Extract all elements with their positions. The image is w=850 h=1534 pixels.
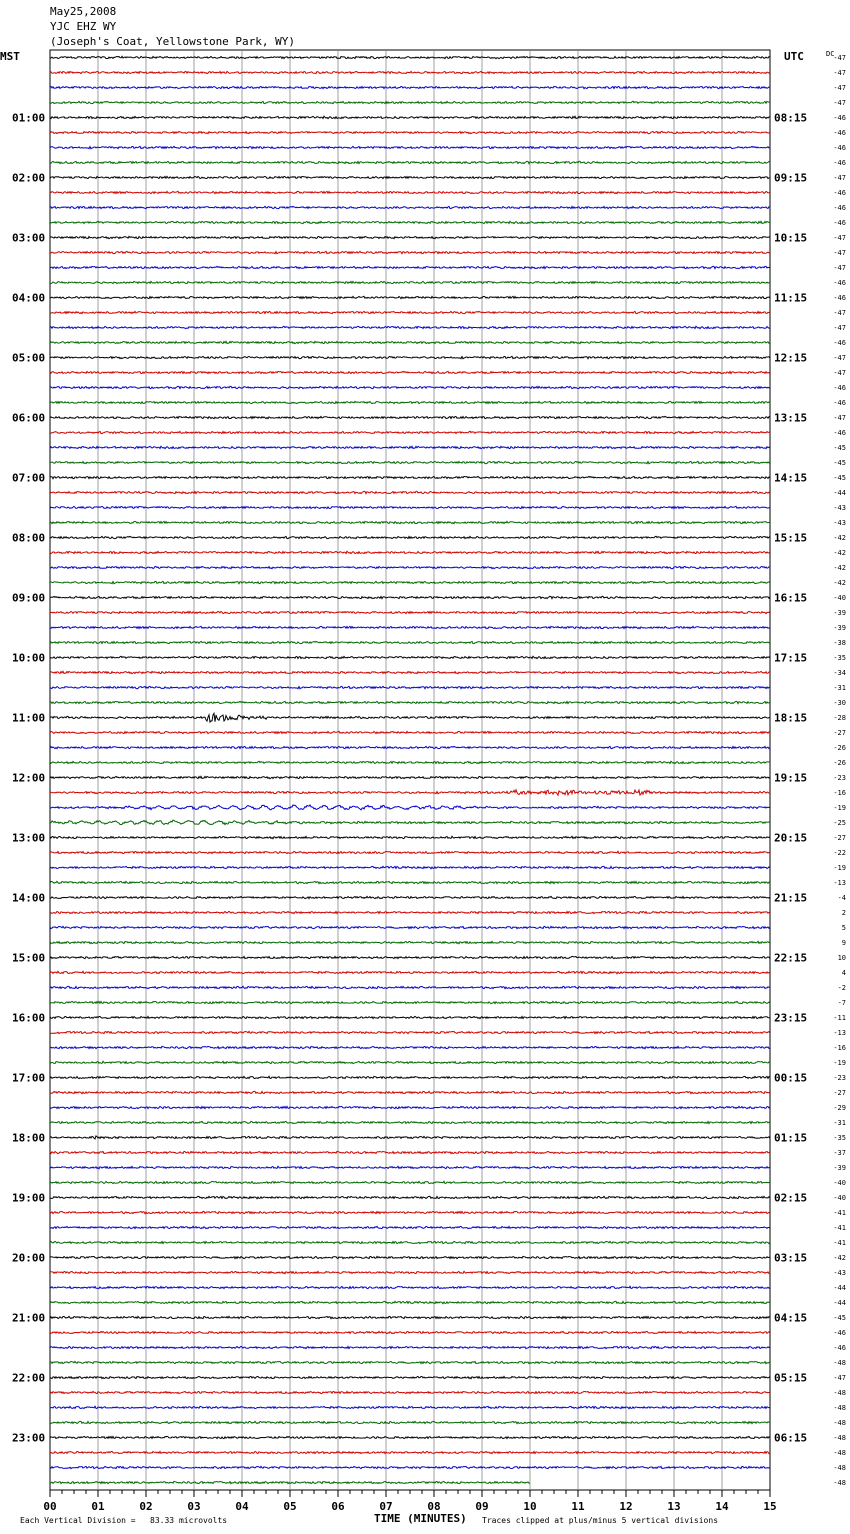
trace-line (50, 161, 770, 163)
dc-offset-value: -48 (833, 1419, 846, 1427)
trace-line (50, 1181, 770, 1183)
trace-line (50, 790, 770, 795)
dc-offset-value: -44 (833, 1284, 846, 1292)
trace-line (50, 476, 770, 478)
mst-hour-label: 04:00 (12, 291, 46, 305)
mst-hour-label: 21:00 (12, 1311, 46, 1325)
dc-offset-value: -26 (833, 759, 846, 767)
dc-offset-value: -41 (833, 1209, 846, 1217)
dc-offset-value: -46 (833, 1329, 846, 1337)
trace-line (50, 146, 770, 148)
dc-offset-value: -46 (833, 339, 846, 347)
dc-offset-value: -41 (833, 1224, 846, 1232)
mst-hour-label: 20:00 (12, 1251, 46, 1265)
trace-line (50, 461, 770, 463)
dc-offset-value: 4 (841, 969, 846, 977)
mst-hour-label: 13:00 (12, 831, 46, 845)
trace-line (50, 356, 770, 358)
mst-hour-label: 18:00 (12, 1131, 46, 1145)
dc-offset-value: -46 (833, 1344, 846, 1352)
utc-hour-label: 16:15 (774, 591, 808, 605)
dc-offset-value: -47 (833, 414, 846, 422)
trace-line (50, 971, 770, 973)
dc-offset-value: -46 (833, 144, 846, 152)
dc-offset-value: -46 (833, 279, 846, 287)
dc-offset-value: -2 (837, 984, 846, 992)
mst-hour-label: 22:00 (12, 1371, 46, 1385)
trace-line (50, 671, 770, 673)
dc-offset-value: -46 (833, 189, 846, 197)
x-tick-label: 02 (139, 1500, 153, 1513)
dc-offset-value: -27 (833, 834, 846, 842)
utc-hour-label: 11:15 (774, 291, 808, 305)
dc-offset-value: -16 (833, 1044, 846, 1052)
scale-note: Each Vertical Division = 83.33 microvolts (20, 1516, 228, 1525)
dc-offset-value: 10 (837, 954, 846, 962)
mst-hour-label: 14:00 (12, 891, 46, 905)
trace-line (50, 1211, 770, 1213)
trace-line (50, 731, 770, 733)
dc-offset-value: -48 (833, 1389, 846, 1397)
dc-offset-value: -7 (837, 999, 846, 1007)
dc-offset-value: -31 (833, 684, 846, 692)
mst-hour-label: 03:00 (12, 231, 46, 245)
trace-line (50, 1316, 770, 1318)
dc-offset-value: -44 (833, 1299, 846, 1307)
dc-offset-value: -39 (833, 1164, 846, 1172)
x-tick-label: 12 (619, 1500, 633, 1513)
trace-line (50, 626, 770, 628)
trace-line (50, 1406, 770, 1408)
mst-hour-label: 23:00 (12, 1431, 46, 1445)
dc-offset-value: -47 (833, 264, 846, 272)
trace-line (50, 566, 770, 568)
utc-hour-label: 00:15 (774, 1071, 808, 1085)
trace-line (50, 1226, 770, 1228)
utc-hour-label: 19:15 (774, 771, 808, 785)
x-tick-label: 13 (667, 1500, 681, 1513)
utc-hour-label: 08:15 (774, 111, 808, 125)
dc-offset-value: -48 (833, 1464, 846, 1472)
dc-offset-value: -40 (833, 1194, 846, 1202)
trace-line (50, 116, 770, 118)
mst-label: MST (0, 50, 20, 63)
dc-offset-value: -47 (833, 324, 846, 332)
dc-offset-value: -26 (833, 744, 846, 752)
dc-offset-value: -47 (833, 54, 846, 62)
dc-offset-value: -46 (833, 159, 846, 167)
dc-offset-value: -29 (833, 1104, 846, 1112)
dc-offset-value: -43 (833, 1269, 846, 1277)
dc-offset-value: 5 (841, 924, 846, 932)
trace-line (50, 491, 770, 493)
dc-offset-value: -35 (833, 1134, 846, 1142)
dc-offset-value: -47 (833, 84, 846, 92)
mst-hour-label: 01:00 (12, 111, 46, 125)
dc-offset-value: -47 (833, 99, 846, 107)
mst-hour-label: 10:00 (12, 651, 46, 665)
dc-offset-value: -13 (833, 879, 846, 887)
trace-line (50, 386, 770, 388)
trace-line (50, 1271, 770, 1273)
x-tick-label: 01 (91, 1500, 105, 1513)
trace-line (50, 296, 770, 298)
trace-line (50, 986, 770, 988)
trace-line (50, 896, 770, 898)
trace-line (50, 521, 770, 523)
dc-offset-value: -40 (833, 1179, 846, 1187)
trace-line (50, 866, 770, 868)
trace-line (50, 805, 770, 810)
mst-hour-label: 11:00 (12, 711, 46, 725)
trace-line (50, 611, 770, 613)
utc-hour-label: 12:15 (774, 351, 808, 365)
trace-line (50, 686, 770, 688)
dc-offset-value: -11 (833, 1014, 846, 1022)
dc-offset-value: -45 (833, 1314, 846, 1322)
trace-line (50, 416, 770, 418)
trace-line (50, 1001, 770, 1003)
dc-offset-value: -43 (833, 504, 846, 512)
trace-line (50, 1016, 770, 1018)
utc-hour-label: 02:15 (774, 1191, 808, 1205)
x-tick-label: 15 (763, 1500, 777, 1513)
dc-offset-value: -46 (833, 399, 846, 407)
mst-hour-label: 16:00 (12, 1011, 46, 1025)
trace-line (50, 446, 770, 448)
mst-hour-label: 17:00 (12, 1071, 46, 1085)
trace-line (50, 1196, 770, 1198)
trace-line (50, 431, 770, 433)
x-tick-label: 04 (235, 1500, 249, 1513)
trace-line (50, 956, 770, 958)
utc-hour-label: 21:15 (774, 891, 808, 905)
trace-line (50, 1166, 770, 1168)
trace-line (50, 641, 770, 643)
utc-hour-label: 22:15 (774, 951, 808, 965)
dc-offset-value: -47 (833, 1374, 846, 1382)
dc-offset-value: -31 (833, 1119, 846, 1127)
x-tick-label: 09 (475, 1500, 489, 1513)
trace-line (50, 1091, 770, 1093)
mst-hour-label: 15:00 (12, 951, 46, 965)
trace-line (50, 596, 770, 598)
utc-hour-label: 05:15 (774, 1371, 808, 1385)
trace-line (50, 176, 770, 178)
utc-hour-label: 01:15 (774, 1131, 808, 1145)
trace-line (50, 1241, 770, 1243)
trace-line (50, 941, 770, 943)
clip-note: Traces clipped at plus/minus 5 vertical divisions (482, 1516, 719, 1525)
utc-label: UTC (784, 50, 804, 63)
utc-hour-label: 23:15 (774, 1011, 808, 1025)
trace-line (50, 191, 770, 193)
trace-line (50, 506, 770, 508)
dc-offset-value: -46 (833, 129, 846, 137)
x-tick-label: 03 (187, 1500, 201, 1513)
trace-line (50, 1076, 770, 1078)
trace-line (50, 1031, 770, 1033)
dc-offset-value: -39 (833, 609, 846, 617)
dc-offset-value: -23 (833, 774, 846, 782)
trace-line (50, 206, 770, 208)
trace-line (50, 926, 770, 928)
dc-offset-value: -42 (833, 579, 846, 587)
dc-offset-value: -40 (833, 594, 846, 602)
trace-line (50, 101, 770, 103)
x-tick-label: 06 (331, 1500, 345, 1513)
dc-offset-value: -45 (833, 459, 846, 467)
dc-offset-value: -35 (833, 654, 846, 662)
dc-offset-value: -46 (833, 294, 846, 302)
utc-hour-label: 09:15 (774, 171, 808, 185)
dc-offset-value: 9 (841, 939, 846, 947)
dc-offset-value: -4 (837, 894, 846, 902)
dc-offset-value: -45 (833, 474, 846, 482)
utc-hour-label: 15:15 (774, 531, 808, 545)
utc-hour-label: 20:15 (774, 831, 808, 845)
trace-line (50, 1061, 770, 1063)
utc-hour-label: 06:15 (774, 1431, 808, 1445)
trace-line (50, 1331, 770, 1333)
trace-line (50, 251, 770, 253)
trace-line (50, 401, 770, 403)
x-tick-label: 05 (283, 1500, 297, 1513)
mst-hour-label: 05:00 (12, 351, 46, 365)
mst-hour-label: 07:00 (12, 471, 46, 485)
trace-line (50, 131, 770, 133)
utc-hour-label: 14:15 (774, 471, 808, 485)
mst-hour-label: 06:00 (12, 411, 46, 425)
dc-offset-value: -47 (833, 369, 846, 377)
mst-hour-label: 12:00 (12, 771, 46, 785)
dc-offset-value: -25 (833, 819, 846, 827)
trace-line (50, 371, 770, 373)
mst-hour-label: 02:00 (12, 171, 46, 185)
trace-line (50, 1121, 770, 1123)
trace-line (50, 266, 770, 268)
trace-line (50, 1436, 770, 1438)
trace-line (50, 1391, 770, 1393)
trace-line (50, 1346, 770, 1348)
trace-line (50, 776, 770, 778)
dc-offset-value: -19 (833, 804, 846, 812)
dc-offset-value: -48 (833, 1434, 846, 1442)
dc-offset-value: -38 (833, 639, 846, 647)
dc-offset-value: -48 (833, 1449, 846, 1457)
trace-line (50, 581, 770, 583)
trace-line (50, 1301, 770, 1303)
utc-hour-label: 18:15 (774, 711, 808, 725)
trace-line (50, 836, 770, 838)
trace-line (50, 1136, 770, 1139)
dc-label: DC (826, 50, 835, 58)
dc-offset-value: -46 (833, 114, 846, 122)
trace-line (50, 1376, 770, 1378)
trace-line (50, 1151, 770, 1153)
dc-offset-value: -46 (833, 219, 846, 227)
dc-offset-value: -47 (833, 69, 846, 77)
trace-line (50, 56, 770, 58)
trace-line (50, 656, 770, 658)
mst-hour-label: 09:00 (12, 591, 46, 605)
trace-line (50, 1421, 770, 1423)
dc-offset-value: -47 (833, 249, 846, 257)
trace-line (50, 851, 770, 853)
dc-offset-value: -23 (833, 1074, 846, 1082)
trace-line (50, 911, 770, 913)
dc-offset-value: -44 (833, 489, 846, 497)
dc-offset-value: 2 (841, 909, 846, 917)
dc-offset-value: -48 (833, 1479, 846, 1487)
utc-hour-label: 10:15 (774, 231, 808, 245)
x-tick-label: 11 (571, 1500, 585, 1513)
dc-offset-value: -47 (833, 234, 846, 242)
dc-offset-value: -27 (833, 729, 846, 737)
dc-offset-value: -43 (833, 519, 846, 527)
dc-offset-value: -30 (833, 699, 846, 707)
trace-line (50, 881, 770, 883)
dc-offset-value: -42 (833, 1254, 846, 1262)
dc-offset-value: -47 (833, 354, 846, 362)
dc-offset-value: -19 (833, 864, 846, 872)
dc-offset-value: -39 (833, 624, 846, 632)
trace-line (50, 1106, 770, 1108)
x-tick-label: 07 (379, 1500, 393, 1513)
trace-line (50, 326, 770, 328)
mst-hour-label: 19:00 (12, 1191, 46, 1205)
dc-offset-value: -34 (833, 669, 846, 677)
dc-offset-value: -46 (833, 429, 846, 437)
dc-offset-value: -42 (833, 564, 846, 572)
trace-line (50, 221, 770, 223)
utc-hour-label: 04:15 (774, 1311, 808, 1325)
x-tick-label: 14 (715, 1500, 729, 1513)
dc-offset-value: -47 (833, 309, 846, 317)
dc-offset-value: -42 (833, 534, 846, 542)
utc-hour-label: 17:15 (774, 651, 808, 665)
dc-offset-value: -47 (833, 174, 846, 182)
trace-line (50, 1361, 770, 1363)
trace-line (50, 311, 770, 313)
dc-offset-value: -28 (833, 714, 846, 722)
trace-line (50, 551, 770, 553)
dc-offset-value: -46 (833, 204, 846, 212)
trace-line (50, 341, 770, 343)
x-axis-title: TIME (MINUTES) (374, 1512, 467, 1525)
dc-offset-value: -27 (833, 1089, 846, 1097)
plot-frame (50, 50, 770, 1490)
trace-line (50, 1451, 770, 1453)
dc-offset-value: -19 (833, 1059, 846, 1067)
mst-hour-label: 08:00 (12, 531, 46, 545)
station-location: (Joseph's Coat, Yellowstone Park, WY) (50, 35, 296, 48)
trace-line (50, 1046, 770, 1048)
trace-line (50, 701, 770, 703)
x-tick-label: 00 (43, 1500, 57, 1513)
trace-line (50, 86, 770, 88)
dc-offset-value: -45 (833, 444, 846, 452)
trace-line (50, 1286, 770, 1288)
plot-date: May25,2008 (50, 5, 117, 18)
dc-offset-value: -42 (833, 549, 846, 557)
x-tick-label: 10 (523, 1500, 537, 1513)
dc-offset-value: -48 (833, 1404, 846, 1412)
dc-offset-value: -37 (833, 1149, 846, 1157)
dc-offset-value: -16 (833, 789, 846, 797)
trace-line (50, 713, 770, 722)
dc-offset-value: -48 (833, 1359, 846, 1367)
trace-line (50, 1256, 770, 1258)
trace-line (50, 236, 770, 238)
trace-line (50, 281, 770, 283)
trace-line (50, 746, 770, 748)
dc-offset-value: -13 (833, 1029, 846, 1037)
x-tick-label: 08 (427, 1500, 441, 1513)
trace-line (50, 536, 770, 538)
trace-line (50, 820, 770, 824)
dc-offset-value: -41 (833, 1239, 846, 1247)
utc-hour-label: 03:15 (774, 1251, 808, 1265)
trace-line (50, 1466, 770, 1468)
utc-hour-label: 13:15 (774, 411, 808, 425)
trace-line (50, 71, 770, 73)
trace-line (50, 761, 770, 763)
dc-offset-value: -22 (833, 849, 846, 857)
dc-offset-value: -46 (833, 384, 846, 392)
station-name: YJC EHZ WY (50, 20, 117, 33)
